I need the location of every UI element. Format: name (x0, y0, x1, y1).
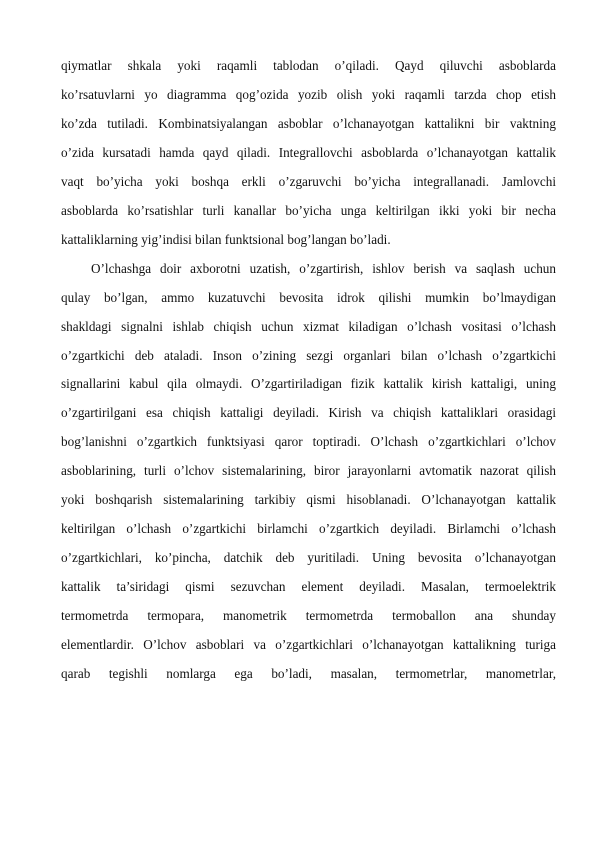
text-line: vaqt bo’yicha yoki boshqa erkli o’zgaruvchi bo’yicha integrallanadi. Jamlovchi (61, 173, 556, 189)
paragraph-1 (61, 52, 556, 255)
text-line: qiymatlar shkala yoki raqamli tablodan o’qiladi. Qayd qiluvchi asboblarda (61, 58, 556, 73)
text-line: o’zida kursatadi hamda qayd qiladi. Integrallovchi asboblarda o’lchanayotgan kattalik (61, 144, 556, 160)
text-line: ko’zda tutiladi. Kombinatsiyalangan asboblar o’lchanayotgan kattalikni bir vaktning (61, 115, 556, 131)
text-line: shakldagi signalni ishlab chiqish uchun xizmat kiladigan o’lchash vositasi o’lchash (61, 318, 556, 334)
text-line: yoki boshqarish sistemalarining tarkibiy qismi hisoblanadi. O’lchanayotgan kattalik (61, 492, 556, 508)
text-line: asboblarda ko’rsatishlar turli kanallar bo’yicha unga keltirilgan ikki yoki bir necha (61, 202, 556, 218)
text-line: keltirilgan o’lchash o’zgartkichi birlamchi o’zgartkich deyiladi. Birlamchi o’lchash (61, 521, 556, 537)
text-line: kattalik ta’siridagi qismi sezuvchan element deyiladi. Masalan, termoelektrik (61, 579, 556, 595)
text-line: O’lchashga doir axborotni uzatish, o’zgartirish, ishlov berish va saqlash uchun (91, 260, 556, 276)
text-line: o’zgartirilgani esa chiqish kattaligi deyiladi. Kirish va chiqish kattaliklari orasidagi (61, 405, 556, 421)
paragraph-2 (61, 255, 556, 689)
text-line: o’zgartkichlari, ko’pincha, datchik deb yuritiladi. Uning bevosita o’lchanayotgan (61, 550, 556, 566)
text-line: kattaliklarning yig’indisi bilan funktsional bog’langan bo’ladi. (61, 231, 391, 247)
document-page (61, 52, 556, 689)
text-line: qarab tegishli nomlarga ega bo’ladi, masalan, termometrlar, manometrlar, (61, 666, 556, 682)
text-line: elementlardir. O’lchov asboblari va o’zgartkichlari o’lchanayotgan kattalikning turiga (61, 637, 556, 653)
text-line: termometrda termopara, manometrik termometrda termoballon ana shunday (61, 608, 556, 624)
text-line: signallarini kabul qila olmaydi. O’zgartiriladigan fizik kattalik kirish kattaligi, uning (61, 376, 556, 392)
text-line: qulay bo’lgan, ammo kuzatuvchi bevosita idrok qilishi mumkin bo’lmaydigan (61, 289, 556, 305)
text-line: bog’lanishni o’zgartkich funktsiyasi qaror toptiradi. O’lchash o’zgartkichlari o’lchov (61, 434, 556, 450)
text-line: ko’rsatuvlarni yo diagramma qog’ozida yozib olish yoki raqamli tarzda chop etish (61, 86, 556, 102)
text-line: asboblarining, turli o’lchov sistemalarining, biror jarayonlarni avtomatik nazorat qilish (61, 463, 556, 479)
text-line: o’zgartkichi deb ataladi. Inson o’zining sezgi organlari bilan o’lchash o’zgartkichi (61, 347, 556, 363)
